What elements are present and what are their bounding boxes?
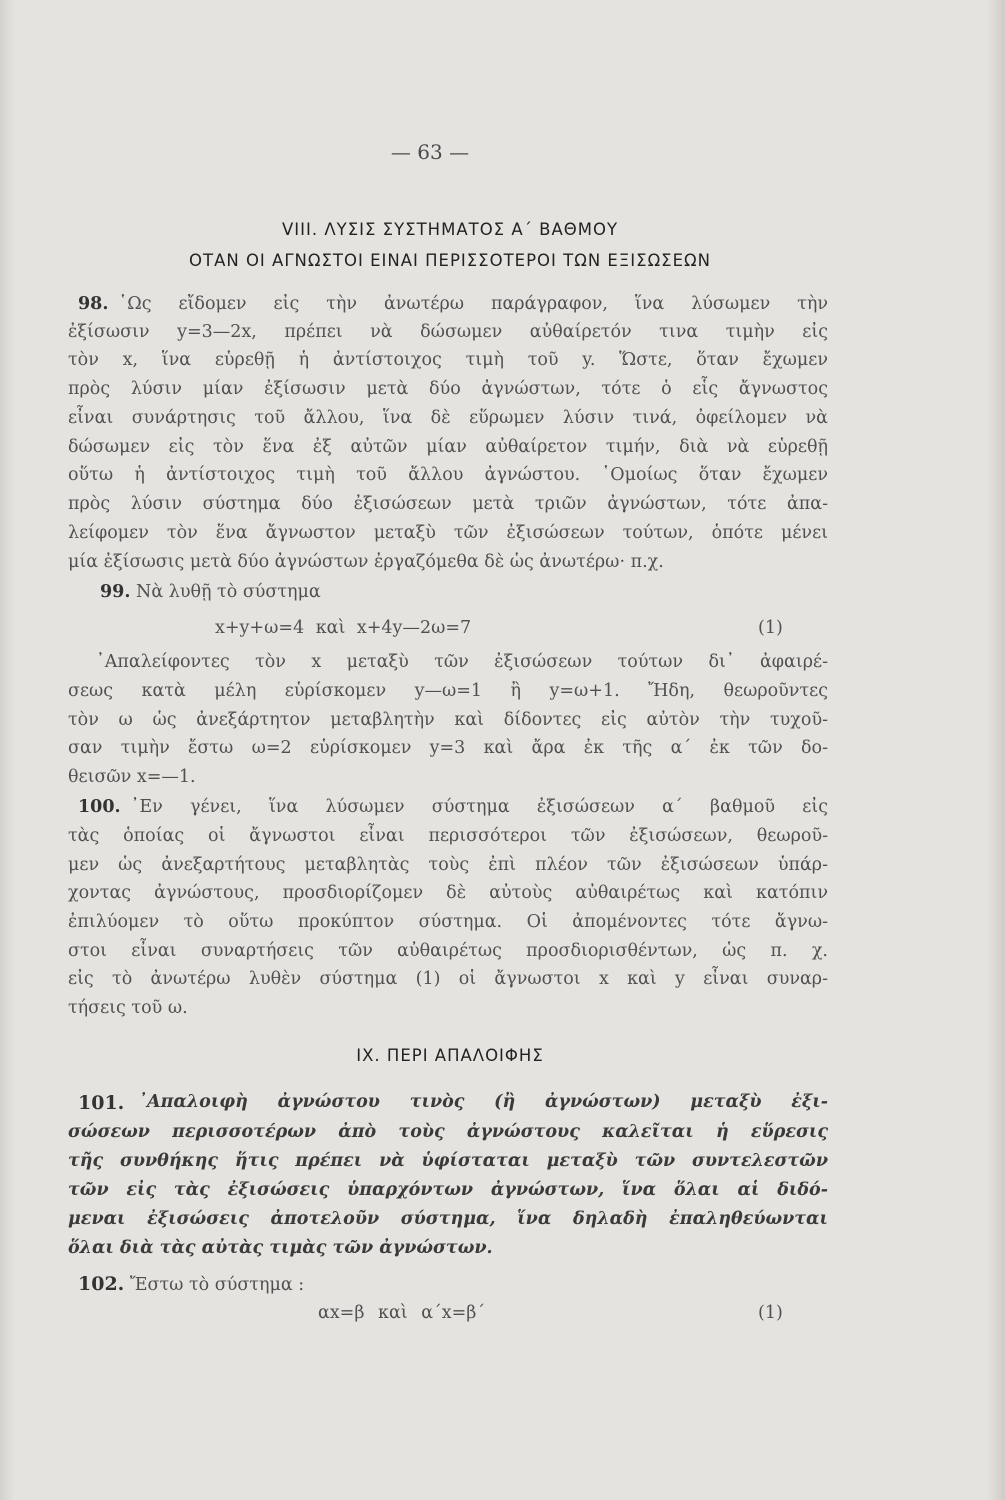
- chapter-9-title: IX. ΠΕΡΙ ΑΠΑΛΟΙΦΗΣ: [356, 1046, 544, 1065]
- paragraph-line: σαν τιμὴν ἔστω ω=2 εὑρίσκομεν y=3 καὶ ἄρα ἐκ τῆς α΄ ἐκ τῶν δο-: [68, 738, 828, 758]
- paragraph-line: τὸν x, ἵνα εὑρεθῇ ἡ ἀντίστοιχος τιμὴ τοῦ y. Ὥστε, ὅταν ἔχωμεν: [68, 350, 828, 370]
- paragraph-line: ᾿Απαλείφοντες τὸν x μεταξὺ τῶν ἐξισώσεων τούτων δι᾿ ἀφαιρέ-: [96, 652, 828, 672]
- paragraph-line: οὕτω ἡ ἀντίστοιχος τιμὴ τοῦ ἄλλου ἀγνώστου. ῾Ομοίως ὅταν ἔχωμεν: [68, 465, 828, 485]
- equation: αx=β καὶ α΄x=β΄: [318, 1303, 486, 1323]
- paragraph-line: 98. ῾Ως εἴδομεν εἰς τὴν ἀνωτέρω παράγραφον, ἵνα λύσωμεν τὴν: [78, 294, 828, 314]
- equation: x+y+ω=4 καὶ x+4y—2ω=7: [215, 618, 472, 638]
- equation-number: (1): [758, 1303, 783, 1323]
- paragraph-number: 101.: [78, 1092, 125, 1114]
- paragraph-line: σεως κατὰ μέλη εὑρίσκομεν y—ω=1 ἢ y=ω+1. Ἤδη, θεωροῦντες: [68, 681, 828, 701]
- paragraph-number: 102.: [78, 1273, 125, 1295]
- paragraph-line: λείφομεν τὸν ἕνα ἄγνωστον μεταξὺ τῶν ἐξισώσεων τούτων, ὁπότε μένει: [68, 523, 828, 543]
- paragraph-line: τῆς συνθήκης ἥτις πρέπει νὰ ὑφίσταται μεταξὺ τῶν συντελεστῶν: [68, 1151, 828, 1171]
- paragraph-number: 100.: [78, 797, 121, 817]
- paragraph-line: 102. Ἔστω τὸ σύστημα :: [78, 1273, 305, 1295]
- paragraph-line: 99. Νὰ λυθῇ τὸ σύστημα: [100, 582, 321, 602]
- paragraph-line: στοι εἶναι συναρτήσεις τῶν αὐθαιρέτως προσδιορισθέντων, ὡς π. χ.: [68, 941, 828, 961]
- paragraph-line: πρὸς λύσιν μίαν ἐξίσωσιν μετὰ δύο ἀγνώστων, τότε ὁ εἷς ἄγνωστος: [68, 379, 828, 399]
- page-number: — 63 —: [390, 140, 470, 164]
- paragraph-line: εἶναι συνάρτησις τοῦ ἄλλου, ἵνα δὲ εὕρωμεν λύσιν τινά, ὀφείλομεν νὰ: [68, 408, 828, 428]
- chapter-8-title-line-1: VIII. ΛΥΣΙΣ ΣΥΣΤΗΜΑΤΟΣ Α΄ ΒΑΘΜΟΥ: [281, 220, 619, 239]
- paragraph-line: μία ἐξίσωσις μετὰ δύο ἀγνώστων ἐργαζόμεθα δὲ ὡς ἀνωτέρω· π.χ.: [68, 552, 664, 572]
- paragraph-line: 100. ᾿Εν γένει, ἵνα λύσωμεν σύστημα ἐξισώσεων α΄ βαθμοῦ εἰς: [78, 797, 828, 817]
- paragraph-line: μεναι ἐξισώσεις ἀποτελοῦν σύστημα, ἵνα δηλαδὴ ἐπαληθεύωνται: [68, 1209, 828, 1229]
- paragraph-line: ἐπιλύομεν τὸ οὕτω προκύπτον σύστημα. Οἱ ἀπομένοντες τότε ἄγνω-: [68, 912, 828, 932]
- chapter-8-title-line-2: ΟΤΑΝ ΟΙ ΑΓΝΩΣΤΟΙ ΕΙΝΑΙ ΠΕΡΙΣΣΟΤΕΡΟΙ ΤΩΝ ΕΞΙΣΩΣΕΩΝ: [189, 251, 711, 270]
- paragraph-number: 99.: [100, 582, 131, 602]
- paragraph-line: ὅλαι διὰ τὰς αὐτὰς τιμὰς τῶν ἀγνώστων.: [68, 1238, 493, 1258]
- paragraph-line: μεν ὡς ἀνεξαρτήτους μεταβλητὰς τοὺς ἐπὶ πλέον τῶν ἐξισώσεων ὑπάρ-: [68, 855, 828, 875]
- paragraph-line: χοντας ἀγνώστους, προσδιορίζομεν δὲ αὐτοὺς αὐθαιρέτως καὶ κατόπιν: [68, 883, 828, 903]
- paragraph-line: 101. ᾿Απαλοιφὴ ἀγνώστου τινὸς (ἢ ἀγνώστων) μεταξὺ ἐξι-: [78, 1092, 828, 1114]
- paragraph-number: 98.: [78, 294, 109, 314]
- paragraph-line: δώσωμεν εἰς τὸν ἕνα ἐξ αὐτῶν μίαν αὐθαίρετον τιμήν, διὰ νὰ εὑρεθῇ: [68, 437, 828, 457]
- paragraph-line: τὸν ω ὡς ἀνεξάρτητον μεταβλητὴν καὶ δίδοντες εἰς αὐτὸν τὴν τυχοῦ-: [68, 710, 828, 730]
- page-edge-shadow-right: [987, 0, 1005, 1500]
- paragraph-line: τήσεις τοῦ ω.: [68, 998, 188, 1018]
- equation-number: (1): [758, 618, 783, 638]
- paragraph-line: θεισῶν x=—1.: [68, 767, 196, 787]
- paragraph-line: τῶν εἰς τὰς ἐξισώσεις ὑπαρχόντων ἀγνώστων, ἵνα ὅλαι αἱ διδό-: [68, 1180, 828, 1200]
- paragraph-line: εἰς τὸ ἀνωτέρω λυθὲν σύστημα (1) οἱ ἄγνωστοι x καὶ y εἶναι συναρ-: [68, 969, 828, 989]
- paragraph-line: σώσεων περισσοτέρων ἀπὸ τοὺς ἀγνώστους καλεῖται ἡ εὕρεσις: [68, 1122, 828, 1142]
- paragraph-line: πρὸς λύσιν σύστημα δύο ἐξισώσεων μετὰ τριῶν ἀγνώστων, τότε ἀπα-: [68, 494, 828, 514]
- paragraph-line: τὰς ὁποίας οἱ ἄγνωστοι εἶναι περισσότεροι τῶν ἐξισώσεων, θεωροῦ-: [68, 826, 828, 846]
- page-edge-shadow-left: [0, 0, 14, 1500]
- paragraph-line: ἐξίσωσιν y=3—2x, πρέπει νὰ δώσωμεν αὐθαίρετόν τινα τιμὴν εἰς: [68, 322, 828, 342]
